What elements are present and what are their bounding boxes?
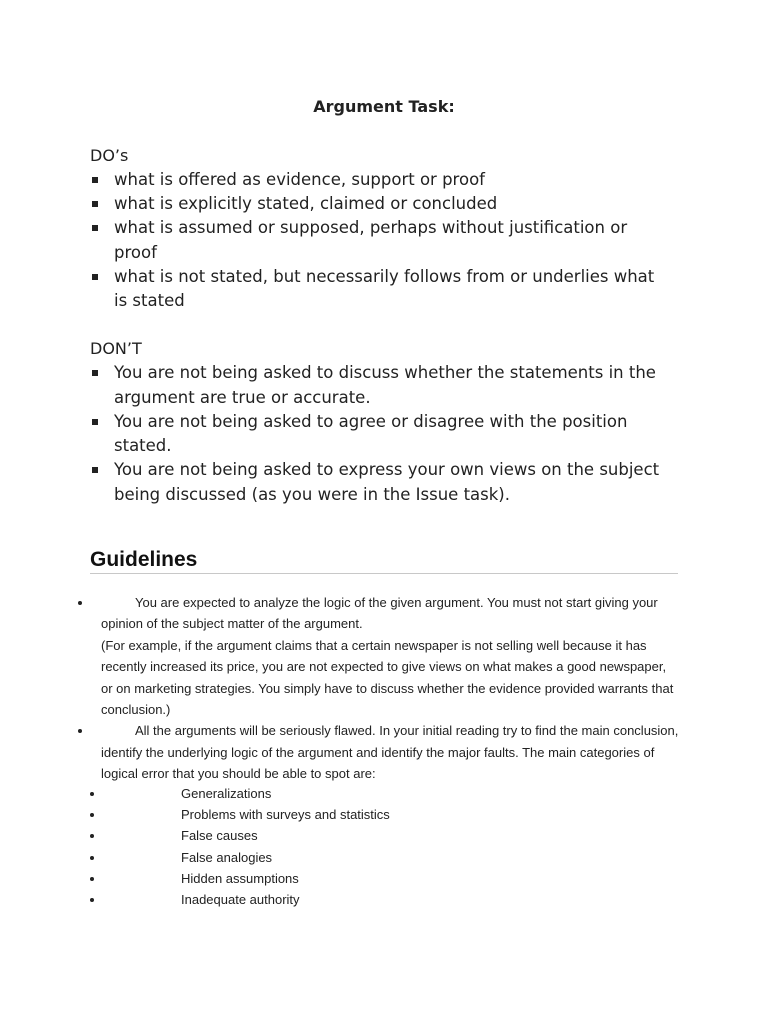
round-bullet-icon — [78, 729, 82, 733]
dos-heading: DO’s — [90, 146, 129, 165]
round-bullet-icon — [90, 792, 94, 796]
square-bullet-icon — [92, 177, 98, 183]
square-bullet-icon — [92, 419, 98, 425]
list-item: Hidden assumptions — [90, 868, 390, 889]
list-item: You are not being asked to agree or disagree with the position stated. — [90, 410, 678, 459]
square-bullet-icon — [92, 467, 98, 473]
list-item: False analogies — [90, 847, 390, 868]
list-item: Inadequate authority — [90, 889, 390, 910]
list-item: what is assumed or supposed, perhaps without justification or proof — [90, 216, 670, 265]
guidelines-heading: Guidelines — [90, 548, 198, 571]
error-categories-list — [90, 783, 390, 910]
page-title: Argument Task: — [313, 97, 455, 116]
round-bullet-icon — [90, 898, 94, 902]
dos-list — [90, 168, 670, 314]
square-bullet-icon — [92, 201, 98, 207]
round-bullet-icon — [90, 813, 94, 817]
donts-list — [90, 361, 678, 507]
round-bullet-icon — [90, 877, 94, 881]
list-item: what is not stated, but necessarily follows from or underlies what is stated — [90, 265, 670, 314]
heading-divider — [90, 573, 678, 574]
round-bullet-icon — [90, 834, 94, 838]
round-bullet-icon — [78, 601, 82, 605]
example-note: (For example, if the argument claims that a certain newspaper is not selling well because it has recently increased its price, you are not expected to give views on what makes a good newspaper, or on marketing strategies. You simply have to discuss whether the evidence provided warrants that conclusion.) — [101, 637, 674, 718]
list-item: You are expected to analyze the logic of the given argument. You must not start giving your opinion of the subject matter of the argument. (For example, if the argument claims that a certain newspaper is not selling well because it has recently increased its price, you are not expected to give views on what makes a good newspaper, or on marketing strategies. You simply have to discuss whether the evidence provided warrants that conclusion.) — [101, 592, 681, 720]
round-bullet-icon — [90, 856, 94, 860]
list-item: All the arguments will be seriously flawed. In your initial reading try to find the main conclusion, identify the underlying logic of the argument and identify the major faults. The main categories of logical error that you should be able to spot are: — [101, 720, 681, 784]
square-bullet-icon — [92, 370, 98, 376]
list-item: Generalizations — [90, 783, 390, 804]
square-bullet-icon — [92, 274, 98, 280]
list-item: You are not being asked to discuss whether the statements in the argument are true or accurate. — [90, 361, 678, 410]
list-item: what is explicitly stated, claimed or concluded — [90, 192, 670, 217]
square-bullet-icon — [92, 225, 98, 231]
list-item: False causes — [90, 825, 390, 846]
list-item: what is offered as evidence, support or proof — [90, 168, 670, 193]
guidelines-list — [101, 592, 681, 785]
list-item: You are not being asked to express your own views on the subject being discussed (as you were in the Issue task). — [90, 458, 678, 507]
donts-heading: DON’T — [90, 339, 142, 358]
list-item: Problems with surveys and statistics — [90, 804, 390, 825]
